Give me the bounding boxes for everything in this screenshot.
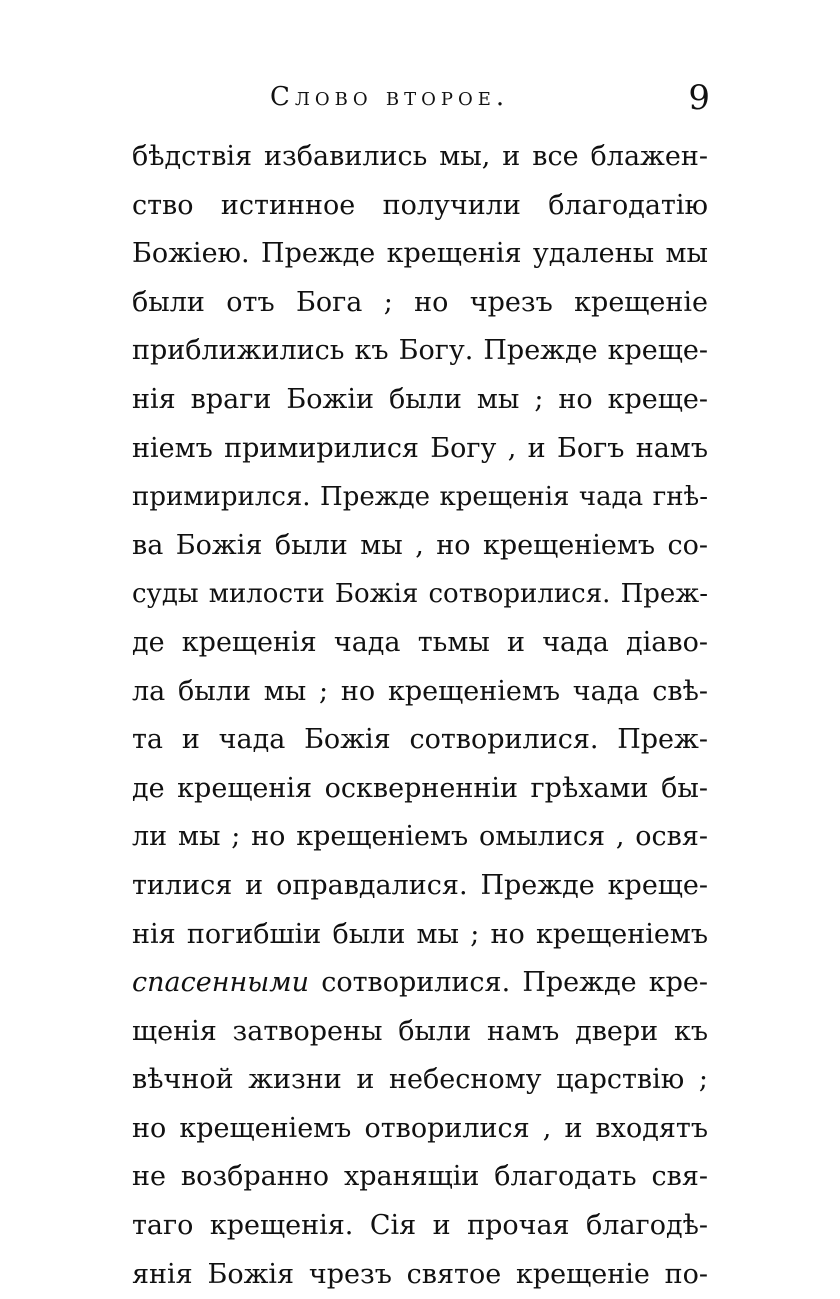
text-fragment: ва Божія были мы , но крещеніемъ со- <box>132 529 708 561</box>
running-head <box>130 78 710 124</box>
text-line <box>132 522 708 571</box>
text-line <box>132 716 708 765</box>
text-line <box>132 425 708 474</box>
text-line <box>132 279 708 328</box>
body-text <box>132 133 708 1299</box>
text-line <box>132 182 708 231</box>
text-line <box>132 327 708 376</box>
text-line <box>132 862 708 911</box>
text-fragment: щенія затворены были намъ двери къ <box>132 1015 708 1047</box>
text-line <box>132 911 708 960</box>
text-line <box>132 1105 708 1154</box>
text-fragment: суды милости Божія сотворилися. Преж- <box>132 579 708 610</box>
text-fragment: но крещеніемъ отворилися , и входятъ <box>132 1112 708 1144</box>
text-line <box>132 668 708 717</box>
text-line <box>132 1056 708 1105</box>
text-fragment: ство истинное получили благодатію <box>132 189 708 221</box>
text-fragment: не возбранно хранящіи благодать свя- <box>132 1161 708 1193</box>
text-fragment: приближились къ Богу. Прежде креще- <box>132 335 708 367</box>
text-line <box>132 1153 708 1202</box>
text-fragment: де крещенія чада тьмы и чада діаво- <box>132 626 708 658</box>
running-title: Слово второе. <box>270 82 510 112</box>
text-line <box>132 959 708 1008</box>
text-fragment: Божіею. Прежде крещенія удалены мы <box>132 238 708 270</box>
italic-word: спасенными <box>132 967 310 999</box>
text-line <box>132 1008 708 1057</box>
text-line <box>132 230 708 279</box>
text-fragment: таго крещенія. Сія и прочая благодѣ- <box>132 1210 708 1242</box>
text-line <box>132 1251 708 1299</box>
text-line <box>132 570 708 619</box>
text-fragment: сотворилися. Прежде кре- <box>309 967 708 999</box>
text-fragment: ли мы ; но крещеніемъ омылися , освя- <box>132 821 708 853</box>
text-line <box>132 813 708 862</box>
text-line <box>132 376 708 425</box>
text-fragment: были отъ Бога ; но чрезъ крещеніе <box>132 286 708 318</box>
text-fragment: бѣдствія избавились мы, и все блажен- <box>132 141 708 172</box>
text-fragment: вѣчной жизни и небесному царствію ; <box>132 1064 708 1096</box>
text-line <box>132 473 708 522</box>
text-fragment: тилися и оправдалися. Прежде креще- <box>132 869 708 901</box>
text-fragment: ніемъ примирилися Богу , и Богъ намъ <box>132 432 708 464</box>
text-line <box>132 133 708 182</box>
text-fragment: де крещенія оскверненніи грѣхами бы- <box>132 772 708 804</box>
text-fragment: янія Божія чрезъ святое крещеніе по- <box>132 1258 708 1290</box>
text-line <box>132 619 708 668</box>
text-fragment: нія погибшіи были мы ; но крещеніемъ <box>132 918 708 950</box>
page-number: 9 <box>688 78 710 118</box>
text-fragment: та и чада Божія сотворилися. Преж- <box>132 724 708 756</box>
text-fragment: ла были мы ; но крещеніемъ чада свѣ- <box>132 675 708 707</box>
text-line <box>132 1202 708 1251</box>
text-fragment: нія враги Божіи были мы ; но креще- <box>132 383 708 415</box>
text-fragment: примирился. Прежде крещенія чада гнѣ- <box>132 482 708 513</box>
text-line <box>132 765 708 814</box>
